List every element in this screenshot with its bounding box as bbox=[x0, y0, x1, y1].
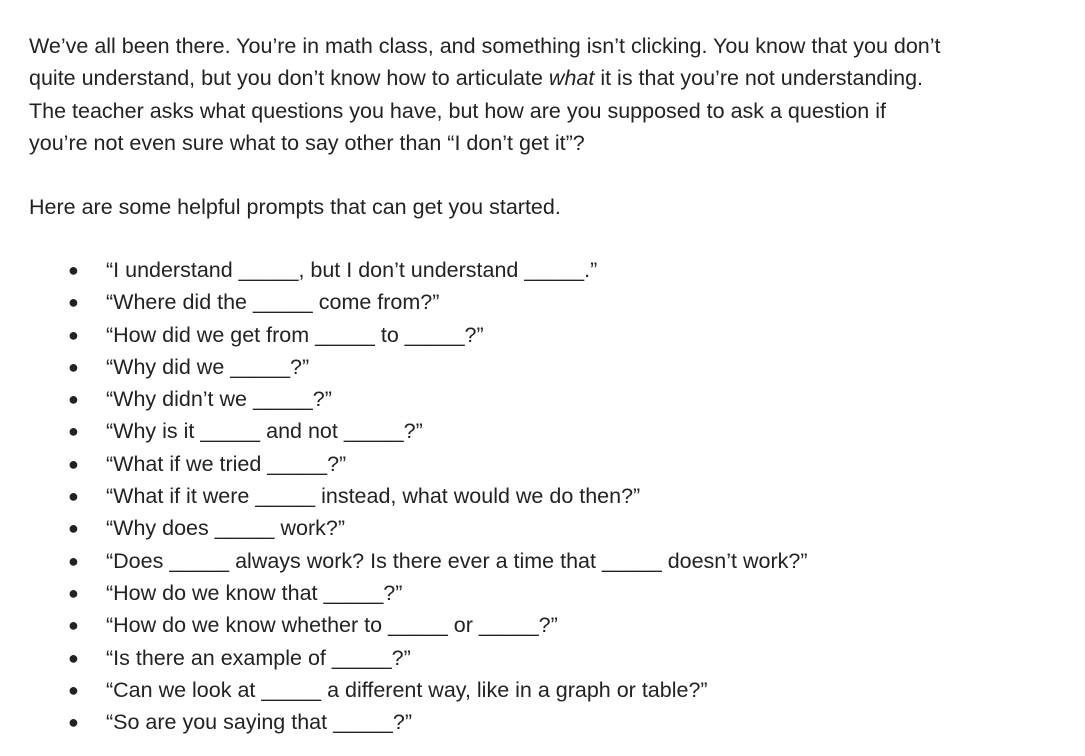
prompt-text: “How did we get from _____ to _____?” bbox=[106, 322, 484, 347]
prompt-text: “How do we know whether to _____ or _____?” bbox=[106, 613, 558, 638]
intro-line: you’re not even sure what to say other than “I don’t get it”? bbox=[29, 130, 585, 155]
intro-text: quite understand, but you don’t know how to articulate bbox=[29, 66, 549, 91]
intro-line: We’ve all been there. You’re in math class, and something isn’t clicking. You know that you don’t bbox=[29, 34, 941, 58]
intro-text: it is that you’re not understanding. bbox=[594, 66, 924, 91]
prompt-list bbox=[0, 254, 808, 738]
list-item bbox=[0, 674, 808, 706]
bullet-icon: ● bbox=[68, 550, 79, 571]
list-item bbox=[0, 577, 808, 609]
bullet-icon: ● bbox=[68, 647, 79, 668]
bullet-icon: ● bbox=[68, 292, 79, 313]
bullet-icon: ● bbox=[68, 518, 79, 539]
prompt-text: “Why does _____ work?” bbox=[106, 516, 345, 541]
bullet-icon: ● bbox=[68, 453, 79, 474]
list-item bbox=[0, 480, 808, 512]
list-item bbox=[0, 706, 808, 738]
list-item bbox=[0, 254, 808, 286]
prompt-text: “Does _____ always work? Is there ever a time that _____ doesn’t work?” bbox=[106, 548, 808, 573]
list-item bbox=[0, 383, 808, 415]
lead-in-sentence: Here are some helpful prompts that can get you started. bbox=[29, 195, 561, 219]
emphasized-word: what bbox=[548, 66, 595, 91]
list-item bbox=[0, 351, 808, 383]
bullet-icon: ● bbox=[68, 260, 79, 280]
bullet-icon: ● bbox=[68, 356, 79, 377]
bullet-icon: ● bbox=[68, 679, 79, 700]
list-item bbox=[0, 609, 808, 641]
list-item bbox=[0, 448, 808, 480]
list-item bbox=[0, 512, 808, 544]
prompt-text: “What if it were _____ instead, what would we do then?” bbox=[106, 484, 641, 509]
bullet-icon: ● bbox=[68, 615, 79, 636]
list-item bbox=[0, 545, 808, 577]
bullet-icon: ● bbox=[68, 582, 79, 603]
prompt-text: “So are you saying that _____?” bbox=[106, 710, 412, 735]
bullet-icon: ● bbox=[68, 389, 79, 410]
list-item bbox=[0, 642, 808, 674]
prompt-text: “Where did the _____ come from?” bbox=[106, 290, 440, 315]
intro-line: The teacher asks what questions you have, but how are you supposed to ask a question if bbox=[29, 98, 886, 123]
bullet-icon: ● bbox=[68, 421, 79, 442]
prompt-text: “I understand _____, but I don’t understand _____.” bbox=[106, 258, 598, 282]
bullet-icon: ● bbox=[68, 712, 79, 733]
bullet-icon: ● bbox=[68, 486, 79, 507]
prompt-text: “Why didn’t we _____?” bbox=[106, 387, 332, 412]
intro-line bbox=[29, 62, 1074, 94]
intro-paragraph bbox=[29, 30, 1074, 159]
list-item bbox=[0, 286, 808, 318]
prompt-text: “Why did we _____?” bbox=[106, 354, 310, 379]
bullet-icon: ● bbox=[68, 324, 79, 345]
prompt-text: “What if we tried _____?” bbox=[106, 451, 347, 476]
prompt-text: “Why is it _____ and not _____?” bbox=[106, 419, 423, 444]
prompt-text: “Can we look at _____ a different way, like in a graph or table?” bbox=[106, 677, 708, 702]
prompt-text: “Is there an example of _____?” bbox=[106, 645, 411, 670]
prompt-text: “How do we know that _____?” bbox=[106, 580, 403, 605]
list-item bbox=[0, 415, 808, 447]
list-item bbox=[0, 319, 808, 351]
